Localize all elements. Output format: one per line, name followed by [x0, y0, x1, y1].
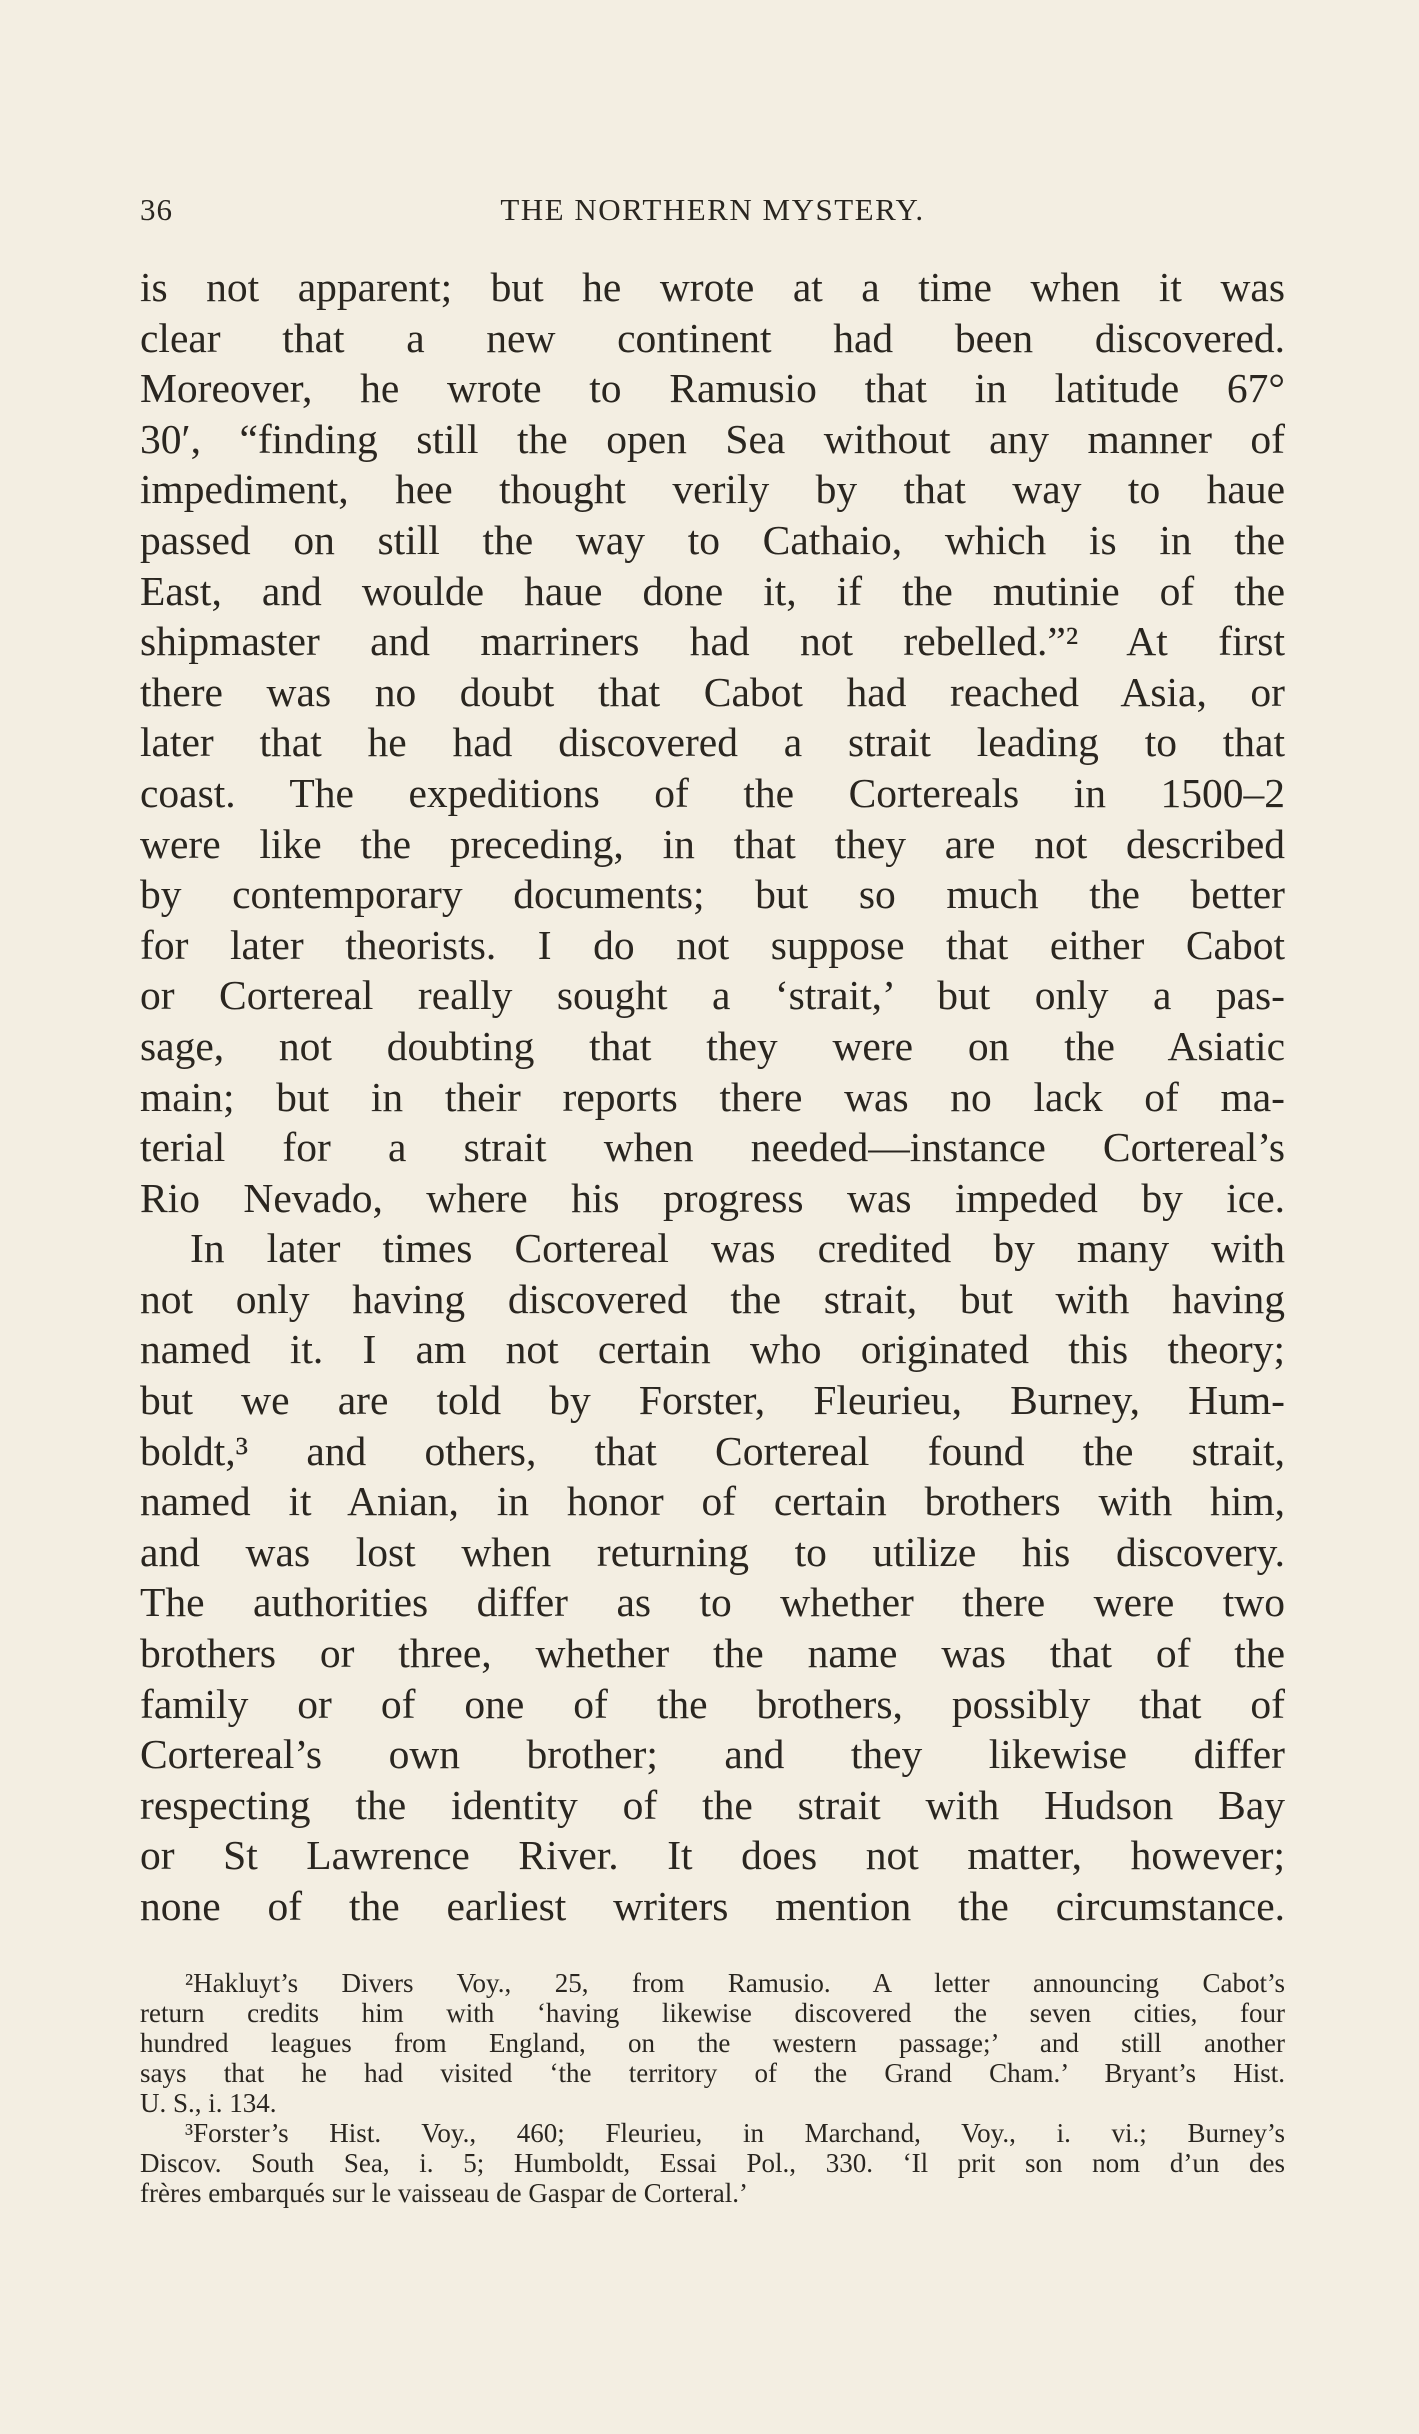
text-line: family or of one of the brothers, possibly that of: [140, 1680, 1285, 1727]
text-line: Rio Nevado, where his progress was impeded by ice.: [140, 1174, 1285, 1221]
footnote-line: return credits him with ‘having likewise discovered the seven cities, four: [140, 1998, 1285, 2028]
text-line: terial for a strait when needed—instance Cortereal’s: [140, 1124, 1285, 1171]
text-line: by contemporary documents; but so much the better: [140, 871, 1285, 918]
text-line: shipmaster and marriners had not rebelled.”² At first: [140, 618, 1285, 665]
text-line: there was no doubt that Cabot had reached Asia, or: [140, 668, 1285, 715]
text-line: none of the earliest writers mention the circumstance.: [140, 1883, 1285, 1929]
text-line: or St Lawrence River. It does not matter, however;: [140, 1832, 1285, 1879]
text-line: coast. The expeditions of the Cortereals in 1500–2: [140, 769, 1285, 816]
text-line: Cortereal’s own brother; and they likewise differ: [140, 1731, 1285, 1778]
body-text: [140, 262, 1285, 1932]
text-line: for later theorists. I do not suppose that either Cabot: [140, 921, 1285, 968]
text-line: clear that a new continent had been discovered.: [140, 314, 1285, 361]
footnote-line: ³Forster’s Hist. Voy., 460; Fleurieu, in Marchand, Voy., i. vi.; Burney’s: [185, 2118, 1285, 2148]
text-line: is not apparent; but he wrote at a time when it was: [140, 264, 1285, 310]
footnote-line: U. S., i. 134.: [140, 2088, 277, 2118]
footnotes: [140, 1968, 1285, 2208]
text-line: but we are told by Forster, Fleurieu, Burney, Hum-: [140, 1377, 1285, 1424]
text-line: brothers or three, whether the name was that of the: [140, 1630, 1285, 1677]
text-line: 30′, “finding still the open Sea without any manner of: [140, 415, 1285, 462]
text-line: main; but in their reports there was no lack of ma-: [140, 1073, 1285, 1120]
footnote-line: says that he had visited ‘the territory of the Grand Cham.’ Bryant’s Hist.: [140, 2058, 1285, 2088]
text-line: and was lost when returning to utilize his discovery.: [140, 1528, 1285, 1575]
footnote-line: Discov. South Sea, i. 5; Humboldt, Essai Pol., 330. ‘Il prit son nom d’un des: [140, 2148, 1285, 2178]
text-line: or Cortereal really sought a ‘strait,’ but only a pas-: [140, 972, 1285, 1019]
text-line: Moreover, he wrote to Ramusio that in latitude 67°: [140, 365, 1285, 412]
paragraph-start-line: In later times Cortereal was credited by many with: [190, 1225, 1285, 1272]
page-number: 36: [140, 192, 173, 227]
text-line: sage, not doubting that they were on the Asiatic: [140, 1022, 1285, 1069]
text-line: were like the preceding, in that they are not described: [140, 820, 1285, 867]
footnote-line: hundred leagues from England, on the western passage;’ and still another: [140, 2028, 1285, 2058]
running-head: [140, 192, 1285, 232]
text-line: respecting the identity of the strait with Hudson Bay: [140, 1781, 1285, 1828]
text-line: not only having discovered the strait, but with having: [140, 1275, 1285, 1322]
running-title: THE NORTHERN MYSTERY.: [500, 192, 925, 227]
text-line: named it. I am not certain who originated this theory;: [140, 1326, 1285, 1373]
text-line: East, and woulde haue done it, if the mutinie of the: [140, 567, 1285, 614]
text-line: passed on still the way to Cathaio, which is in the: [140, 516, 1285, 563]
text-line: boldt,³ and others, that Cortereal found the strait,: [140, 1427, 1285, 1474]
text-line: impediment, hee thought verily by that way to haue: [140, 466, 1285, 513]
text-line: named it Anian, in honor of certain brothers with him,: [140, 1478, 1285, 1525]
text-line: later that he had discovered a strait leading to that: [140, 719, 1285, 766]
text-line: The authorities differ as to whether there were two: [140, 1579, 1285, 1626]
footnote-line: ²Hakluyt’s Divers Voy., 25, from Ramusio. A letter announcing Cabot’s: [185, 1968, 1285, 1998]
footnote-line: frères embarqués sur le vaisseau de Gaspar de Corteral.’: [140, 2178, 748, 2208]
